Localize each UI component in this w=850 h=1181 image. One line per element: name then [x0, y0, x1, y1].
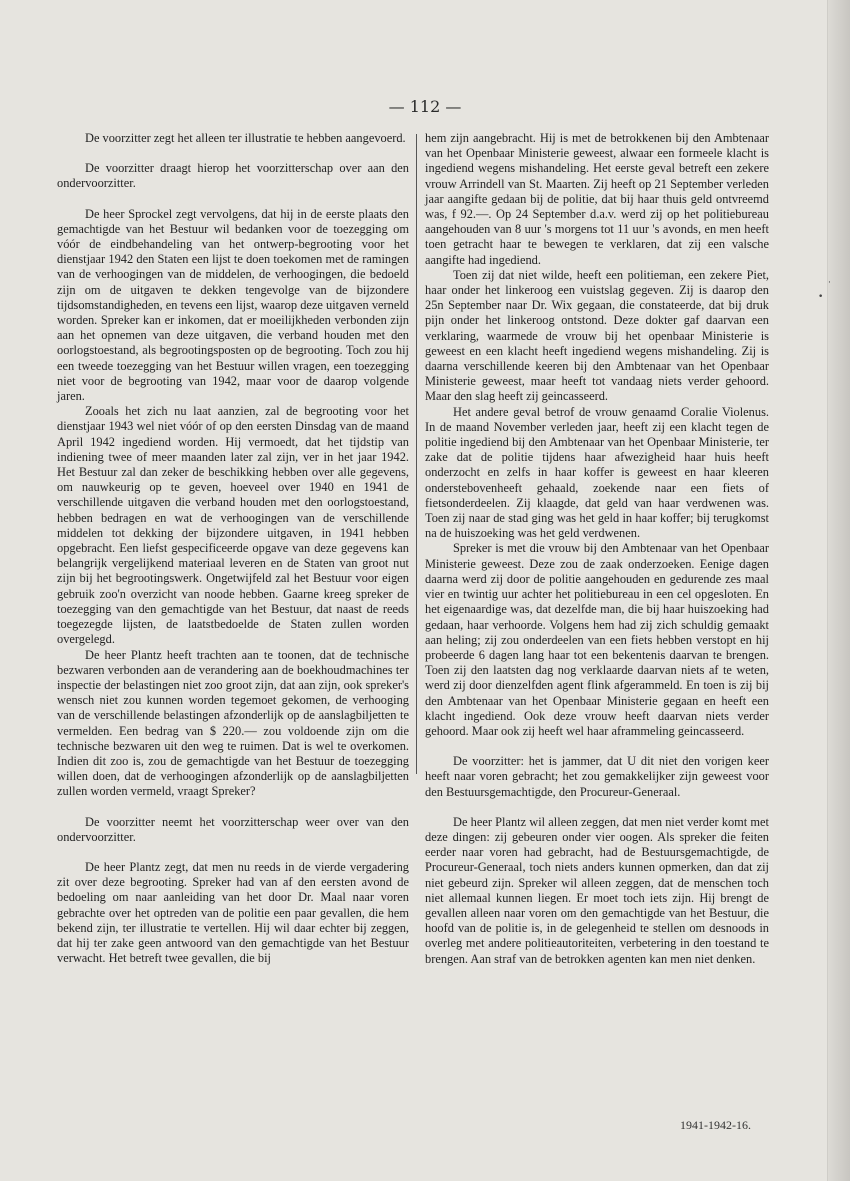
- paragraph: De heer Sprockel zegt vervolgens, dat hij in de eerste plaats den gemachtigde van het Bestuur wil bedanken voor de toezegging om vóór de eindbehandeling van het ontwerp-begrooting voor het dienstjaar 1942 den Staten een lijst te doen toekomen met de ramingen van de verhoogingen van de middelen, de verhoogingen, die bedoeld zijn om de uitgaven te dekken tengevolge van de bijzondere tijdsomstandigheden, en tevens een lijst, waarop deze uitgaven verneld worden. Spreker kan er inkomen, dat er moeilijkheden verbonden zijn aan het opnemen van deze uitgaven, die verband houden met den oorlogstoestand, als begrootingsposten op de begrooting. Toch zou hij een tweede toezegging van het Bestuur willen vragen, een toezegging niet voor de begrooting van 1942, maar voor de daarop volgende jaren.: [57, 206, 409, 404]
- page-edge: [827, 0, 850, 1181]
- left-column: [57, 131, 409, 966]
- paragraph: hem zijn aangebracht. Hij is met de betrokkenen bij den Ambtenaar van het Openbaar Ministerie geweest, alwaar een formeele klacht is ingediend wegens mishandeling. Het eerste geval betreft een zekere vrouw Arrindell van St. Maarten. Zij heeft op 21 September verleden jaar aangifte gedaan bij de politie, dat bij haar thuis geld ontvreemd was, f 92.—. Op 24 September d.a.v. werd zij op het politiebureau aangehouden van 8 uur 's morgens tot 11 uur 's avonds, en men heeft toen getracht haar te bewegen te verklaren, dat zij een valsche aangifte had ingediend.: [425, 131, 769, 267]
- speck-mark: ·: [828, 278, 831, 288]
- footer-code: 1941-1942-16.: [680, 1118, 751, 1132]
- paragraph: De voorzitter neemt het voorzitterschap weer over van den ondervoorzitter.: [57, 814, 409, 844]
- paragraph: Het andere geval betrof de vrouw genaamd Coralie Violenus. In de maand November verleden jaar, heeft zij een klacht tegen de politie ingediend bij den Ambtenaar van het Openbaar Ministerie, ter zake dat de politie tijdens haar afwezigheid haar huis heeft onderzocht en zelfs in haar koffer is geweest en haar kleeren onderstebovenheeft gehaald, zoekende naar een fiets of fietsonderdeelen. Zij klaagde, dat geld van haar verdwenen was. Toen zij naar de stad ging was het geld in haar koffer; bij terugkomst na de huiszoeking was het geld verdwenen.: [425, 404, 769, 541]
- paragraph: De voorzitter zegt het alleen ter illustratie te hebben aangevoerd.: [85, 131, 406, 145]
- paragraph: De heer Plantz zegt, dat men nu reeds in de vierde vergadering zit over deze begrooting. Spreker had van af den eersten avond de bedoeling om naar aanleiding van het door Dr. Maal naar voren gebrachte over het optreden van de politie een paar gevallen, die hem bekend zijn, ter illustratie te vertellen. Hij wil daar echter bij zeggen, dat hij ter zake geen antwoord van den gemachtigde van het Bestuur verwacht. Het betreft twee gevallen, die bij: [57, 859, 409, 966]
- speck-mark: •: [818, 292, 824, 302]
- right-column: [425, 131, 769, 967]
- paragraph: Toen zij dat niet wilde, heeft een politieman, een zekere Piet, haar onder het linkeroog een vuistslag gegeven. Zij is daarop den 25n September naar Dr. Wix gegaan, die constateerde, dat bij druk pijn onder het linkeroog ontstond. Deze dokter gaf daarvan een verklaring, waarmede de vrouw bij het openbaar Ministerie is geweest en een klacht heeft ingediend wegens mishandeling. Zij is daarna verschillende keeren bij den Ambtenaar van het Openbaar Ministerie geweest, maar heeft tot vandaag niets verder gehoord. Maar den slag heeft zij geincasseerd.: [425, 267, 769, 404]
- paragraph: De voorzitter draagt hierop het voorzitterschap over aan den ondervoorzitter.: [57, 161, 409, 191]
- page-number: — 112 —: [388, 97, 462, 116]
- column-divider: [416, 134, 417, 774]
- paragraph: Zooals het zich nu laat aanzien, zal de begrooting voor het dienstjaar 1943 wel niet vóór of op den eersten Dinsdag van de maand April 1942 ingediend worden. Hij vermoedt, dat het tijdstip van indiening twee of meer maanden later zal zijn, ver in het jaar 1942. Het Bestuur zal dan zeker de beschikking hebben over alle gegevens, om nauwkeurig op te geven, hoeveel over 1940 en 1941 de verschillende uitgaven die verband houden met den oorlogstoestand, hebben bedragen en wat de verhoogingen van de verschillende middelen tot dekking der bijzondere uitgaven, in 1941 hebben opgebracht. Een liefst gespecificeerde opgave van deze gegevens kan belangrijk vergelijkend materiaal leveren en de Staten van groot nut zijn bij het begrootingswerk. Ongetwijfeld zal het Bestuur voor eigen gebruik zoo'n overzicht van noode hebben. Gaarne kreeg spreker de toezegging van den gemachtigde van het Bestuur, dat naast de reeds toegezegde lijsten, de laatstbedoelde de Staten zullen worden overgelegd.: [57, 404, 409, 647]
- paragraph: De heer Plantz wil alleen zeggen, dat men niet verder komt met deze dingen: zij gebeuren onder vier oogen. Als spreker die feiten eerder naar voren had gebracht, had de Bestuursgemachtigde, de Procureur-Generaal, toch niets anders kunnen opmerken, dan dat zij niet gebeurd zijn. Spreker wil alleen zeggen, dat de menschen toch niet allemaal kunnen liegen. Er moet toch iets zijn. Hij brengt de gevallen alleen naar voren om den gemachtigde van het Bestuur, die hoofd van de politie is, in de gelegenheid te stellen om desnoods in overleg met andere politieautoriteiten, verbetering in den toestand te brengen. Aan straf van de betrokken agenten kan men niet denken.: [425, 814, 769, 966]
- paragraph: De voorzitter: het is jammer, dat U dit niet den vorigen keer heeft naar voren gebracht; het zou gemakkelijker zijn geweest voor den Bestuursgemachtigde, den Procureur-Generaal.: [425, 754, 769, 799]
- paragraph: Spreker is met die vrouw bij den Ambtenaar van het Openbaar Ministerie geweest. Deze zou de zaak onderzoeken. Eenige dagen daarna werd zij door de politie aangehouden en gedurende zes maal vier en twintig uur achter het politiebureau in een cel opgesloten. En het eigenaardige was, dat dezelfde man, die bij haar huiszoeking had gedaan, haar verhoorde. Volgens hem had zij zich schuldig gemaakt aan heling; zij zou onderdeelen van een fiets hebben verstopt en hij probeerde 6 dagen lang haar tot een bekentenis daarvan te brengen. Toen zij den laatsten dag nog verklaarde daarvan niets af te weten, werd zij door dienzelfden agent flink afgerammeld. En toen is zij bij den Ambtenaar van het Openbaar Ministerie gegaan en heeft een klacht ingediend. Ook deze vrouw heeft daarvan niets verder gehoord. Maar ook zij heeft wel haar aframmeling geincasseerd.: [425, 541, 769, 738]
- paragraph: De heer Plantz heeft trachten aan te toonen, dat de technische bezwaren verbonden aan de verandering aan de boekhoudmachines ter inspectie der belastingen niet zoo groot zijn, dat aan zijn, ook spreker's wensch niet zou kunnen worden tegemoet gekomen, de verhooging van de verschillende belastingen afzonderlijk op de aanslagbiljetten te vermelden. Een bedrag van $ 220.— zou voldoende zijn om die technische bezwaren uit den weg te ruimen. Dat is wel te overkomen. Indien dit zoo is, zou de gemachtigde van het Bestuur de toezegging willen doen, dat de verhoogingen afzonderlijk op de aanslagbiljetten zullen worden vermeld, vraagt Spreker?: [57, 647, 409, 799]
